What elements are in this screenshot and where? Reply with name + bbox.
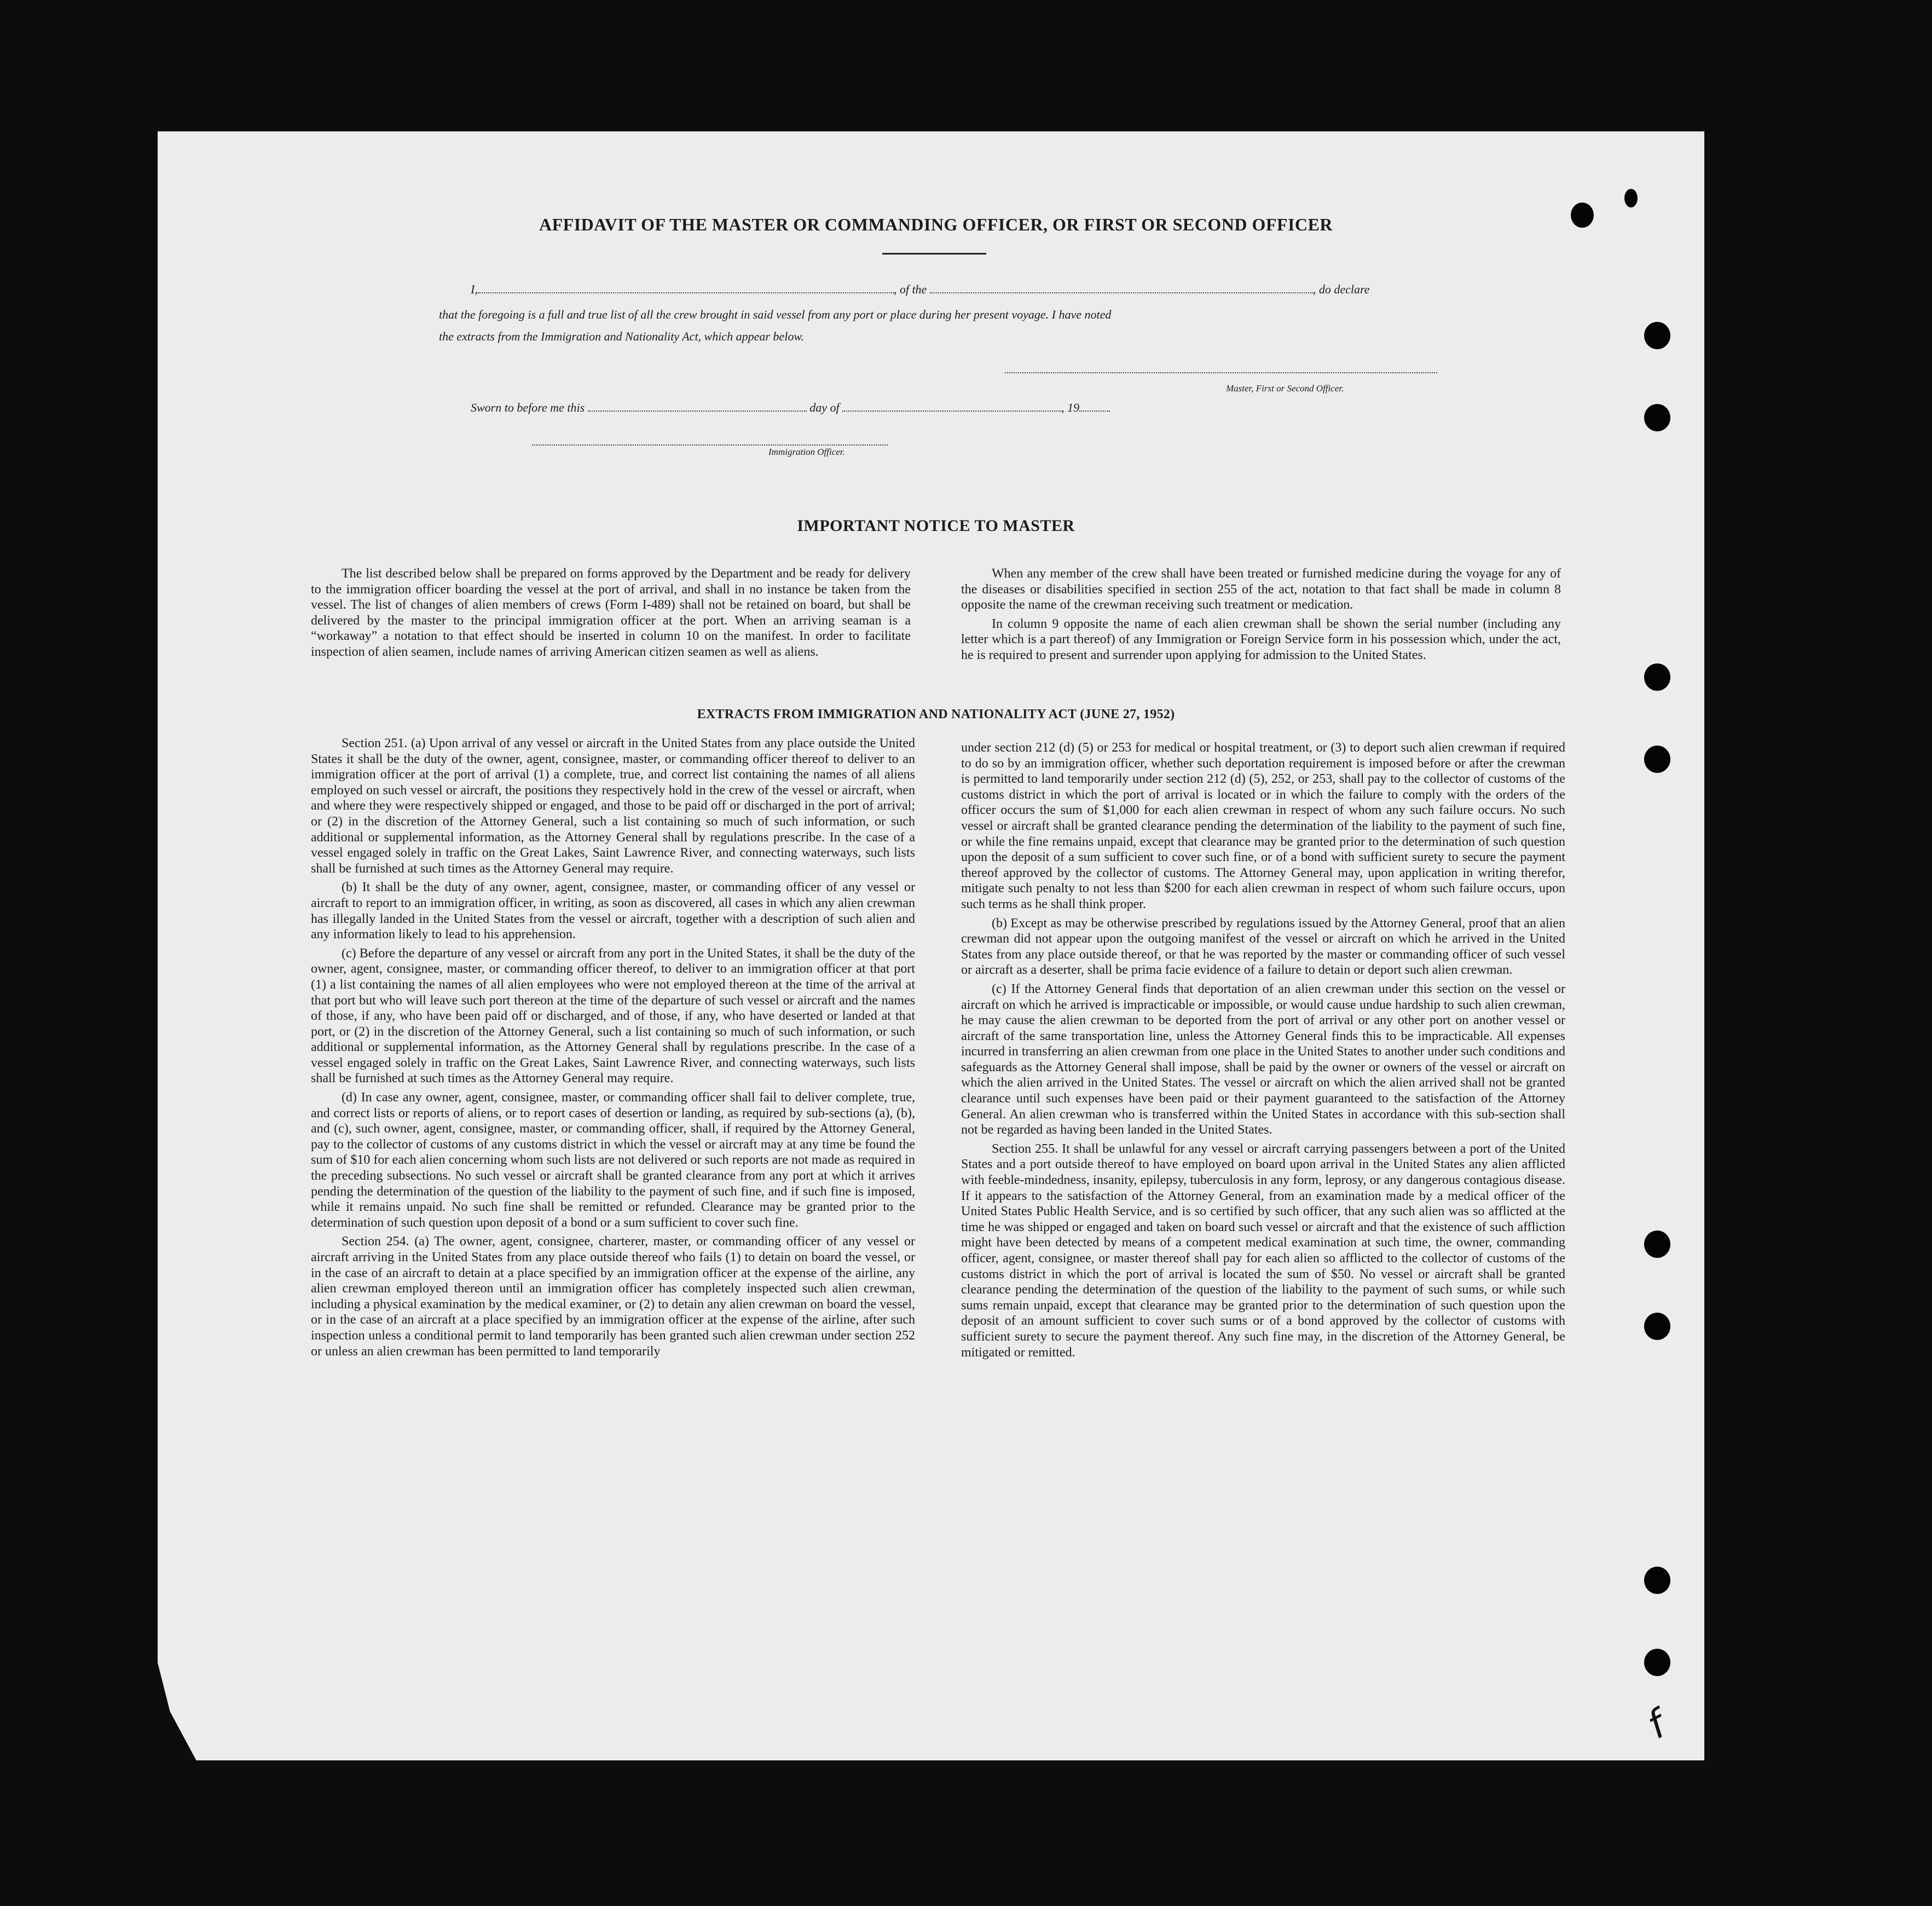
master-label: Master, First or Second Officer.: [1226, 383, 1344, 394]
notice-left-column: [311, 566, 911, 663]
affidavit-line3: the extracts from the Immigration and Nationality Act, which appear below.: [439, 330, 804, 343]
punch-hole: [1644, 1649, 1670, 1676]
punch-hole: [1644, 746, 1670, 773]
title-divider: [882, 253, 986, 255]
master-signature-line: [1005, 372, 1437, 373]
punch-hole: [1644, 1567, 1670, 1594]
act-paragraph: Section 251. (a) Upon arrival of any vessel or aircraft in the United States from any place outside the United States it shall be the duty of the owner, agent, consignee, master, or commanding officer thereof to deliver to an immigration officer at the port of arrival (1) a complete, true, and correct list containing the names of all aliens employed on such vessel or aircraft, the positions they respectively hold in the crew of the vessel or aircraft, when and where they were respectively shipped or engaged, and those to be paid off or discharged in the port of arrival; or (2) in the discretion of the Attorney General, such a list containing so much of such information, or such additional or supplemental information, as the Attorney General shall by regulations prescribe. In the case of a vessel engaged solely in traffic on the Great Lakes, Saint Lawrence River, and connecting waterways, such lists shall be furnished at such times as the Attorney General may require.: [311, 736, 915, 876]
affidavit-title: AFFIDAVIT OF THE MASTER OR COMMANDING OFFICER, OR FIRST OR SECOND OFFICER: [539, 215, 1333, 234]
affidavit-line1: I, , of the , do declare: [471, 282, 1370, 296]
ink-blot: [1624, 189, 1638, 207]
sworn-line: Sworn to before me this day of , 19: [471, 401, 1237, 415]
act-paragraph: (b) Except as may be otherwise prescribed by regulations issued by the Attorney General, proof that an alien crewman did not appear upon the outgoing manifest of the vessel or aircraft on which he arrived in the United States from any place outside thereof, or that he was reported by the master or commanding officer of such vessel or aircraft as a deserter, shall be prima facie evidence of a failure to detain or deport such alien crewman.: [961, 916, 1565, 978]
punch-hole: [1644, 404, 1670, 431]
extracts-right-column: [961, 740, 1565, 1364]
notice-paragraph: The list described below shall be prepared on forms approved by the Department and be ready for delivery to the immigration officer boarding the vessel at the port of arrival, and shall in no instance be taken from the vessel. The list of changes of alien members of crews (Form I-489) shall not be retained on board, but shall be delivered by the master to the principal immigration officer at the port. When an arriving seaman is a “workaway” a notation to that effect should be inserted in column 10 on the manifest. In order to facilitate inspection of alien seamen, include names of arriving American citizen seamen as well as aliens.: [311, 567, 911, 659]
punch-hole: [1644, 663, 1670, 691]
notice-paragraph: In column 9 opposite the name of each alien crewman shall be shown the serial number (including any letter which is a part thereof) of any Immigration or Foreign Service form in his possession which, under the act, he is required to present and surrender upon applying for admission to the United States.: [961, 616, 1561, 662]
act-paragraph: (b) It shall be the duty of any owner, agent, consignee, master, or commanding officer of any vessel or aircraft to report to an immigration officer, in writing, as soon as discovered, all cases in which any alien crewman has illegally landed in the United States from the vessel or aircraft, together with a description of such alien and any information likely to lead to his apprehension.: [311, 880, 915, 942]
punch-hole: [1644, 1313, 1670, 1340]
act-paragraph: under section 212 (d) (5) or 253 for medical or hospital treatment, or (3) to deport such alien crewman if required to do so by an immigration officer, whether such deportation requirement is imposed before or after the crewman is permitted to land temporarily under section 212 (d) (5), 252, or 253, shall pay to the collector of customs of the customs district in which the port of arrival is located or in which the failure to comply with the orders of the officer occurs the sum of $1,000 for each alien crewman in respect of whom any such failure occurs. No such vessel or aircraft shall be granted clearance pending the determination of the liability to the payment of such fine, or while the fine remains unpaid, except that clearance may be granted prior to the determination of such question upon the deposit of a sum sufficient to cover such fine, or of a bond with sufficient surety to secure the payment thereof approved by the collector of customs. The Attorney General may, upon application in writing therefor, mitigate such penalty to not less than $200 for each alien crewman in respect of whom such failure occurs, upon such terms as he shall think proper.: [961, 741, 1565, 911]
affidavit-line2: that the foregoing is a full and true list of all the crew brought in said vessel from any port or place during her present voyage. I have noted: [439, 308, 1112, 321]
act-paragraph: Section 255. It shall be unlawful for any vessel or aircraft carrying passengers between a port of the United States and a port outside thereof to have employed on board upon arrival in the United States any alien afflicted with feeble-mindedness, insanity, epilepsy, tuberculosis in any form, leprosy, or any dangerous contagious disease. If it appears to the satisfaction of the Attorney General, from an examination made by a medical officer of the United States Public Health Service, and is so certified by such officer, that any such alien was so afflicted at the time he was shipped or engaged and taken on board such vessel or aircraft and that the existence of such affliction might have been detected by means of a competent medical examination at such time, the owner, commanding officer, agent, consignee, or master thereof shall pay for each alien so afflicted to the collector of customs of the customs district in which the port of arrival is located the sum of $50. No vessel or aircraft shall be granted clearance pending the determination of the question of the liability to the payment of such sums, or while such sums remain unpaid, except that clearance may be granted prior to the determination of such question upon the deposit of an amount sufficient to cover such sums or of a bond approved by the collector of customs with sufficient surety to secure the payment thereof. Any such fine may, in the discretion of the Attorney General, be mitigated or remitted.: [961, 1141, 1565, 1360]
notice-right-column: [961, 566, 1561, 667]
act-paragraph: (c) If the Attorney General finds that deportation of an alien crewman under this section on the vessel or aircraft on which he arrived is impracticable or impossible, or would cause undue hardship to such alien crewman, he may cause the alien crewman to be deported from the port of arrival or any other port on another vessel or aircraft of the same transportation line, unless the Attorney General finds this to be impracticable. All expenses incurred in transferring an alien crewman from one place in the United States to another under such conditions and safeguards as the Attorney General shall impose, shall be paid by the owner or owners of the vessel or aircraft on which the alien arrived in the United States. The vessel or aircraft on which the alien arrived shall not be granted clearance until such expenses have been paid or their payment guaranteed to the satisfaction of the Attorney General. An alien crewman who is transferred within the United States in accordance with this sub-section shall not be regarded as having been landed in the United States.: [961, 981, 1565, 1137]
act-paragraph: Section 254. (a) The owner, agent, consignee, charterer, master, or commanding officer of any vessel or aircraft arriving in the United States from any place outside thereof who fails (1) to detain on board the vessel, or in the case of an aircraft to detain at a place specified by an immigration officer at the expense of the airline, any alien crewman employed thereon until an immigration officer has completely inspected such alien crewman, including a physical examination by the medical examiner, or (2) to detain any alien crewman on board the vessel, or in the case of an aircraft at a place specified by an immigration officer at the expense of the airline, after such inspection unless a conditional permit to land temporarily has been granted such alien crewman under section 252 or unless an alien crewman has been permitted to land temporarily: [311, 1234, 915, 1359]
act-paragraph: (c) Before the departure of any vessel or aircraft from any port in the United States, it shall be the duty of the owner, agent, consignee, master, or commanding officer thereof, to deliver to an immigration officer at that port (1) a list containing the names of all alien employees who were not employed thereon at the time of the arrival at that port but who will leave such port thereon at the time of the departure of such vessel or aircraft and the names of those, if any, who have been paid off or discharged, and of those, if any, who have deserted or landed at that port, or (2) in the discretion of the Attorney General, such a list containing so much of such information, or such additional or supplemental information, as the Attorney General shall by regulations prescribe. In the case of a vessel engaged solely in traffic on the Great Lakes, Saint Lawrence River, and connecting waterways, such lists shall be furnished at such times as the Attorney General may require.: [311, 946, 915, 1086]
extracts-left-column: [311, 736, 915, 1362]
extracts-title: EXTRACTS FROM IMMIGRATION AND NATIONALITY ACT (JUNE 27, 1952): [697, 707, 1175, 721]
punch-hole: [1644, 322, 1670, 349]
notice-paragraph: When any member of the crew shall have been treated or furnished medicine during the voyage for any of the diseases or disabilities specified in section 255 of the act, notation to that fact shall be made in column 8 opposite the name of the crewman receiving such treatment or medication.: [961, 567, 1561, 613]
act-paragraph: (d) In case any owner, agent, consignee, master, or commanding officer shall fail to deliver complete, true, and correct lists or reports of aliens, or to report cases of desertion or landing, as required by sub-sections (a), (b), and (c), such owner, agent, consignee, master, or commanding officer, shall, if required by the Attorney General, pay to the collector of customs of any customs district in which the vessel or aircraft may at any time be found the sum of $10 for each alien concerning whom such lists are not delivered or such reports are not made as required in the preceding subsections. No such vessel or aircraft shall be granted clearance from any port at which it arrives pending the determination of the question of the liability to the payment of such fine, and if such fine is imposed, while it remains unpaid. No such fine shall be remitted or refunded. Clearance may be granted prior to the determination of such question upon deposit of a bond or a sum sufficient to cover such fine.: [311, 1090, 915, 1230]
immigration-officer-signature-line: [532, 444, 888, 446]
immigration-officer-label: Immigration Officer.: [768, 447, 845, 457]
handwritten-mark: f: [1640, 1702, 1673, 1748]
punch-hole: [1644, 1231, 1670, 1258]
notice-title: IMPORTANT NOTICE TO MASTER: [797, 517, 1075, 535]
